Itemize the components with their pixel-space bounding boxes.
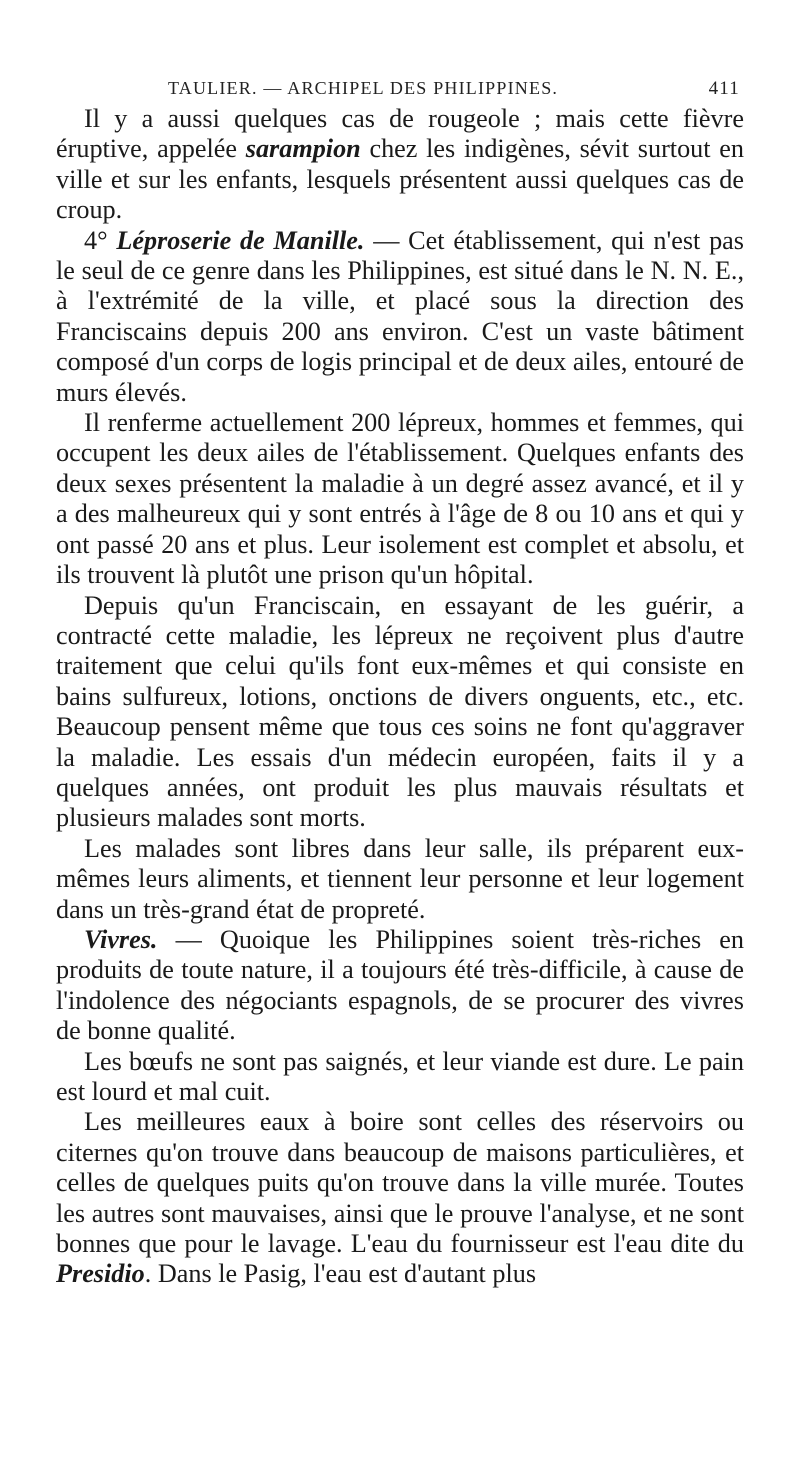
paragraph-boeufs: [56, 1047, 744, 1108]
paragraph-text: Les bœufs ne sont pas saignés, et leur viande est dure. Le pain est lourd et mal cuit.: [56, 1046, 744, 1106]
paragraph-text: . Dans le Pasig, l'eau est d'autant plus: [144, 1259, 537, 1289]
paragraph-lepreux: [56, 408, 744, 590]
section-heading: Vivres.: [84, 924, 158, 954]
section-number: 4°: [84, 225, 117, 255]
paragraph-text: chez les indigènes, sévit surtout en ville et sur les enfants, lesquels présentent aussi quelques cas de croup.: [56, 134, 744, 225]
paragraph-text: — Quoique les Philippines soient très-riches en produits de toute nature, il a toujours été très-difficile, à cause de l'indolence des négociants espagnols, de se procurer des vivres de bonne qualité.: [56, 924, 744, 1046]
running-header: [168, 78, 740, 100]
paragraph-text: Les meilleures eaux à boire sont celles des réservoirs ou citernes qu'on trouve dans beaucoup de maisons particulières, et celles de quelques puits qu'on trouve dans la ville murée. Toutes les autres sont mauvaises, ainsi que le prouve l'analyse, et ne sont bonnes que pour le lavage. L'eau du fournisseur est l'eau dite du: [56, 1107, 744, 1259]
section-heading: Léproserie de Manille.: [116, 225, 365, 255]
paragraph-traitement: [56, 591, 744, 834]
paragraph-eaux: [56, 1107, 744, 1289]
paragraph-text: Les malades sont libres dans leur salle, ils préparent eux-mêmes leurs aliments, et tiennent leur personne et leur logement dans un très-grand état de propreté.: [56, 833, 744, 924]
page-number: 411: [708, 78, 740, 99]
paragraph-leproserie: [56, 226, 744, 408]
paragraph-text: Il renferme actuellement 200 lépreux, hommes et femmes, qui occupent les deux ailes de l'établissement. Quelques enfants des deux sexes présentent la maladie à un degré assez avancé, et il y a des malheureux qui y sont entrés à l'âge de 8 ou 10 ans et qui y ont passé 20 ans et plus. Leur isolement est complet et absolu, et ils trouvent là plutôt une prison qu'un hôpital.: [56, 408, 744, 590]
running-title: TAULIER. — ARCHIPEL DES PHILIPPINES.: [168, 78, 559, 98]
paragraph-rougeole: [56, 104, 744, 226]
body-text: [56, 104, 744, 1290]
italic-term: Presidio: [56, 1259, 145, 1289]
paragraph-malades: [56, 834, 744, 925]
paragraph-text: Il y a aussi quelques cas de rougeole ; mais cette fièvre éruptive, appelée: [56, 104, 744, 164]
paragraph-text: Depuis qu'un Franciscain, en essayant de les guérir, a contracté cette maladie, les lépreux ne reçoivent plus d'autre traitement que celui qu'ils font eux-mêmes et qui consiste en bains sulfureux, lotions, onctions de divers onguents, etc., etc. Beaucoup pensent même que tous ces soins ne font qu'aggraver la maladie. Les essais d'un médecin européen, faits il y a quelques années, ont produit les plus mauvais résultats et plusieurs malades sont morts.: [56, 590, 744, 833]
paragraph-vivres: [56, 925, 744, 1047]
paragraph-text: — Cet établissement, qui n'est pas le seul de ce genre dans les Philippines, est situé dans le N. N. E., à l'extrémité de la ville, et placé sous la direction des Franciscains depuis 200 ans environ. C'est un vaste bâtiment composé d'un corps de logis principal et de deux ailes, entouré de murs élevés.: [56, 225, 744, 407]
italic-term: sarampion: [245, 134, 361, 164]
